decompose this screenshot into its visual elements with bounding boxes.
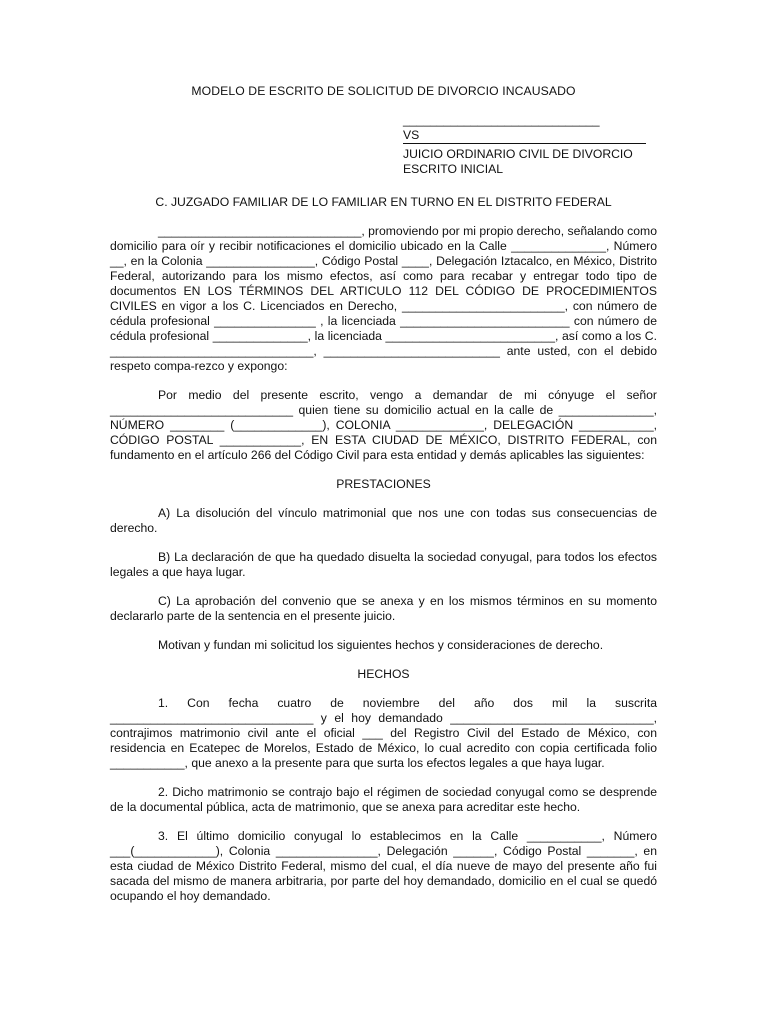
- hecho-item: 2. Dicho matrimonio se contrajo bajo el régimen de sociedad conyugal como se desprende de la documental pública, acta de matrimonio, que se anexa para acreditar este hecho.: [110, 785, 657, 814]
- document-body: [110, 84, 657, 918]
- caption-doc-label: ESCRITO INICIAL: [403, 162, 504, 176]
- prestacion-item: B) La declaración de que ha quedado disuelta la sociedad conyugal, para todos los efectos legales a que haya lugar.: [110, 550, 657, 579]
- prestaciones-heading: PRESTACIONES: [336, 477, 431, 491]
- caption-plaintiff-line: _____________________________: [403, 113, 600, 127]
- prestacion-item: C) La aprobación del convenio que se anexa y en los mismos términos en su momento declararlo parte de la sentencia en el presente juicio.: [110, 594, 657, 623]
- prestacion-item: A) La disolución del vínculo matrimonial que nos une con todas sus consecuencias de derecho.: [110, 506, 657, 535]
- motivan-paragraph: Motivan y fundan mi solicitud los siguientes hechos y consideraciones de derecho.: [158, 638, 604, 652]
- demand-paragraph: Por medio del presente escrito, vengo a demandar de mi cónyuge el señor ___________________________ quien tiene su domicilio actual en la calle de ______________, NÚMERO ________ (_____________), COLONIA _____________, DELEGACIÓN ___________, CÓDIGO POSTAL ____________, EN ESTA CIUDAD DE MÉXICO, DISTRITO FEDERAL, con fundamento en el artículo 266 del Código Civil para esta entidad y demás aplicables las siguientes:: [110, 388, 657, 462]
- case-caption: [403, 113, 657, 177]
- hechos-heading: HECHOS: [357, 667, 410, 681]
- intro-paragraph: ______________________________, promoviendo por mi propio derecho, señalando como domicilio para oír y recibir notificaciones el domicilio ubicado en la Calle ______________, Número __, en la Colonia ________________, Código Postal ____, Delegación Iztacalco, en México, Distrito Federal, autorizando para los mismo efectos, así como para recabar y entregar todo tipo de documentos EN LOS TÉRMINOS DEL ARTICULO 112 DEL CÓDIGO DE PROCEDIMIENTOS CIVILES en vigor a los C. Licenciados en Derecho, ________________________, con número de cédula profesional _______________ , la licenciada _________________________ con número de cédula profesional ______________, la licenciada _________________________, así como a los C. ______________________________, __________________________ ante usted, con el debido respeto compa-rezco y expongo:: [110, 224, 657, 373]
- document-title: MODELO DE ESCRITO DE SOLICITUD DE DIVORCIO INCAUSADO: [191, 84, 576, 98]
- caption-defendant-line: [403, 143, 646, 144]
- court-addressee: C. JUZGADO FAMILIAR DE LO FAMILIAR EN TURNO EN EL DISTRITO FEDERAL: [155, 195, 612, 209]
- hecho-item: 3. El último domicilio conyugal lo establecimos en la Calle ___________, Número ___(____________), Colonia _______________, Delegación ______, Código Postal _______, en esta ciudad de México Distrito Federal, mismo del cual, el día nueve de mayo del presente año fui sacada del mismo de manera arbitraria, por parte del hoy demandado, domicilio en el cual se quedó ocupando el hoy demandado.: [110, 829, 657, 903]
- caption-vs: VS: [403, 128, 420, 142]
- caption-case-type: JUICIO ORDINARIO CIVIL DE DIVORCIO: [403, 147, 633, 161]
- hecho-item: 1. Con fecha cuatro de noviembre del año dos mil la suscrita ______________________________ y el hoy demandado ______________________________, contrajimos matrimonio civil ante el oficial ___ del Registro Civil del Estado de México, con residencia en Ecatepec de Morelos, Estado de México, lo cual acredito con copia certificada folio ___________, que anexo a la presente para que surta los efectos legales a que haya lugar.: [110, 696, 657, 770]
